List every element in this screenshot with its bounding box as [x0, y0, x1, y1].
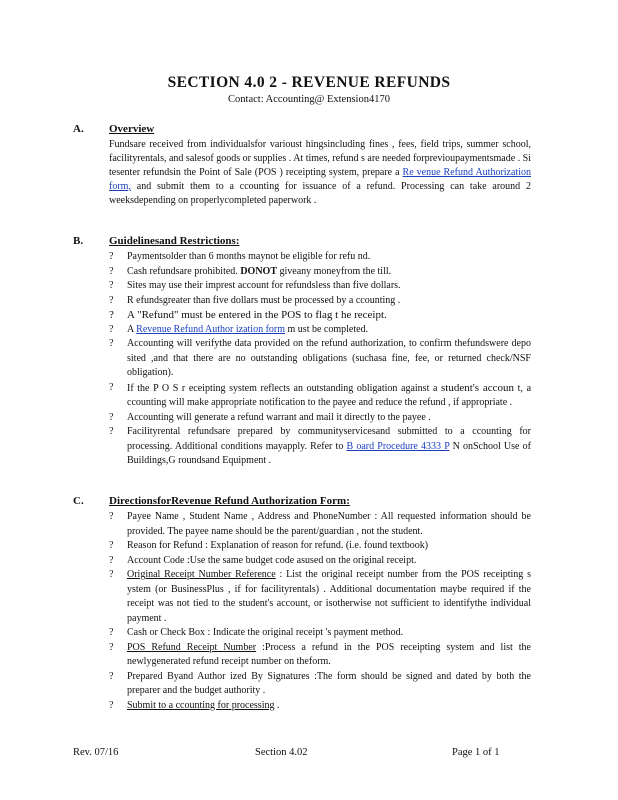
overview-paragraph	[109, 138, 531, 208]
item-text: :Process a refund in the POS receipting system and list the newlygenerated refund receipt number on theform.	[127, 641, 531, 667]
item-text: Accounting will verifythe data provided on the refund authorization, to confirm thefundswere depo sited ,and that there are no outstanding obligations (suchasa fine, fee, or returned check/NSF obligation).	[127, 338, 531, 378]
list-item	[109, 381, 531, 411]
item-text: m ust be completed.	[285, 323, 369, 335]
bullet-icon: ?	[109, 511, 114, 522]
list-item	[109, 411, 531, 426]
bullet-icon: ?	[109, 426, 114, 437]
revision-label: Rev. 07/16	[73, 747, 119, 758]
list-item	[109, 641, 531, 670]
item-text: .	[274, 699, 280, 711]
directions-list	[109, 510, 531, 713]
item-text: Accounting will generate a refund warrant and mail it directly to the payee .	[127, 411, 431, 423]
list-item	[109, 265, 531, 280]
list-item	[109, 568, 531, 626]
item-text: student's accoun	[441, 381, 515, 394]
bullet-icon: ?	[109, 381, 114, 393]
bullet-icon: ?	[109, 309, 114, 321]
bullet-icon: ?	[109, 411, 114, 423]
section-b-heading: Guidelinesand Restrictions:	[109, 235, 240, 247]
section-a-heading: Overview	[109, 123, 155, 135]
item-text: R efundsgreater than five dollars must be processed by a ccounting .	[127, 294, 401, 306]
list-item	[109, 250, 531, 265]
bullet-icon: ?	[109, 265, 114, 277]
item-bold-text: DONOT	[240, 265, 277, 277]
bullet-icon: ?	[109, 338, 114, 349]
bullet-icon: ?	[109, 251, 114, 262]
item-underlined-text: Submit to a ccounting for processing	[127, 699, 275, 711]
section-b-letter: B.	[73, 235, 84, 247]
revenue-refund-form-link[interactable]: Re venue Refund Authorization form,	[109, 167, 531, 192]
item-underlined-text: POS Refund Receipt Number	[127, 641, 257, 653]
bullet-icon: ?	[109, 670, 114, 682]
item-text: Facilityrental refundsare prepared by communityservicesand submitted to a ccounting for processing. Additional conditions mayapply. Refer to	[127, 426, 531, 452]
bullet-icon: ?	[109, 569, 114, 580]
list-item	[109, 510, 531, 539]
item-text: Reason for Refund : Explanation of reason for refund. (i.e. found textbook)	[127, 540, 429, 551]
item-text: Cash refundsare prohibited.	[127, 265, 241, 277]
item-text: Sites may use their imprest account for refundsless than five dollars.	[127, 280, 401, 291]
bullet-icon: ?	[109, 554, 114, 566]
item-text: Payee Name , Student Name , Address and PhoneNumber : All requested information should be provided. The payee name should be the parent/guardian , not the student.	[127, 511, 531, 537]
section-c-letter: C.	[73, 495, 84, 507]
overview-text-2: and submit them to a ccounting for issuance of a refund. Processing can take around 2 weeksdepending on properlycompleted paperwork .	[109, 181, 531, 206]
bullet-icon: ?	[109, 540, 114, 551]
bullet-icon: ?	[109, 627, 114, 638]
page-number-label: Page 1 of 1	[452, 747, 500, 758]
item-text: : List the original receipt number from the POS receipting s ystem (or BusinessPlus , if for facilityrentals) . Additional documentation maybe required if the receipt was not tied to the student's account, or isotherwise not sufficient to identifythe individual payment .	[127, 569, 531, 624]
bullet-icon: ?	[109, 323, 114, 335]
overview-text-1: Fundsare received from individualsfor varioust hingsincluding fines , fees, field trips, summer school, facilityrentals, and salesof goods or supplies . At times, refund s are needed forprevioupaymentsmade . Si tesenter refundsin the Point of Sale (POS ) receipting system, prepare a	[109, 139, 531, 178]
item-text: Prepared Byand Author ized By Signatures :The form should be signed and dated by both the preparer and the budget authority .	[127, 670, 531, 696]
list-item	[109, 308, 531, 323]
list-item	[109, 699, 531, 714]
item-text: Paymentsolder than 6 months maynot be eligible for refu nd.	[127, 251, 371, 262]
revenue-refund-form-link[interactable]: Revenue Refund Author ization form	[136, 323, 286, 335]
list-item	[109, 294, 531, 309]
list-item	[109, 670, 531, 699]
list-item	[109, 323, 531, 338]
list-item	[109, 539, 531, 554]
item-text: t, a ccounting will make appropriate notification to the payee and reduce the refund , if appropriate .	[127, 382, 532, 408]
item-underlined-text: Original Receipt Number Reference	[127, 569, 276, 580]
bullet-icon: ?	[109, 280, 114, 291]
section-a-letter: A.	[73, 123, 84, 135]
board-procedure-link[interactable]: B oard Procedure 4333 P	[346, 440, 450, 452]
item-text: A "Refund" must be entered in the POS to flag t he receipt.	[127, 309, 387, 321]
section-number-label: Section 4.02	[255, 747, 308, 758]
list-item	[109, 425, 531, 469]
list-item	[109, 337, 531, 381]
page-title: SECTION 4.0 2 - REVENUE REFUNDS	[167, 74, 451, 91]
guidelines-list	[109, 250, 531, 469]
contact-line: Contact: Accounting@ Extension4170	[228, 94, 390, 105]
bullet-icon: ?	[109, 699, 114, 711]
item-text: A	[127, 323, 137, 335]
item-text: N onSchool Use of Buildings,G roundsand Equipment .	[127, 440, 531, 466]
list-item	[109, 626, 531, 641]
item-text: Account Code :Use the same budget code asused on the original receipt.	[127, 554, 417, 566]
item-text: Cash or Check Box : Indicate the original receipt 's payment method.	[127, 627, 404, 638]
list-item	[109, 554, 531, 569]
item-text: giveany moneyfrom the till.	[276, 265, 392, 277]
item-text: If the P O S r eceipting system reflects an outstanding obligation against a	[127, 382, 442, 394]
section-c-heading: DirectionsforRevenue Refund Authorization Form:	[109, 495, 350, 507]
bullet-icon: ?	[109, 294, 114, 306]
bullet-icon: ?	[109, 641, 114, 653]
list-item	[109, 279, 531, 294]
